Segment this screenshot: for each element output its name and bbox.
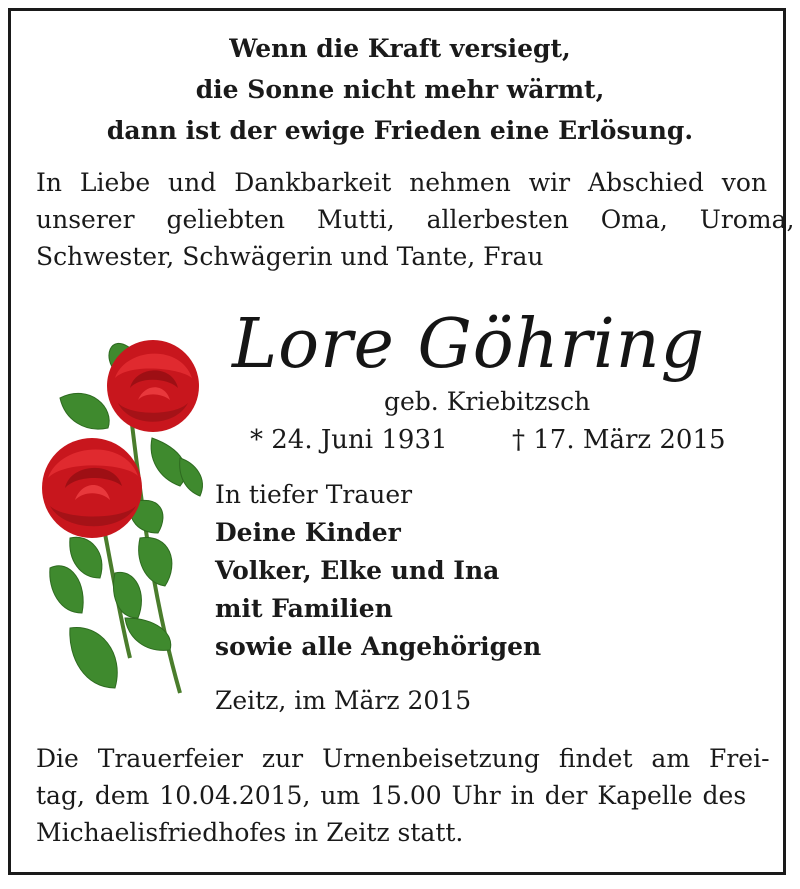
signoff-line: mit Familien: [215, 594, 393, 623]
signoff-line: Deine Kinder: [215, 518, 401, 547]
poem-line: die Sonne nicht mehr wärmt,: [195, 75, 605, 104]
intro-line: Schwester, Schwägerin und Tante, Frau: [36, 242, 544, 271]
poem: [0, 28, 800, 151]
deceased-name: Lore Göhring: [232, 305, 706, 384]
service-info-line: Michaelisfriedhofes in Zeitz statt.: [36, 818, 464, 847]
maiden-name: geb. Kriebitzsch: [384, 387, 591, 416]
signoff-intro: In tiefer Trauer: [215, 480, 413, 509]
service-info-line: tag, dem 10.04.2015, um 15.00 Uhr in der Kapelle des: [36, 781, 747, 810]
intro-line: unserer geliebten Mutti, allerbesten Oma, Uroma,: [36, 205, 795, 234]
death-date: † 17. März 2015: [512, 425, 726, 455]
service-info-line: Die Trauerfeier zur Urnenbeisetzung findet am Frei-: [36, 744, 770, 773]
signoff: [215, 476, 541, 666]
birth-date: * 24. Juni 1931: [250, 425, 448, 455]
signoff-line: sowie alle Angehörigen: [215, 632, 542, 661]
poem-line: dann ist der ewige Frieden eine Erlösung.: [106, 116, 694, 145]
poem-line: Wenn die Kraft versiegt,: [229, 34, 571, 63]
place-and-date: Zeitz, im März 2015: [215, 686, 472, 715]
red-roses-illustration: [30, 328, 220, 708]
signoff-line: Volker, Elke und Ina: [215, 556, 500, 585]
intro-line: In Liebe und Dankbarkeit nehmen wir Abschied von: [36, 168, 768, 197]
